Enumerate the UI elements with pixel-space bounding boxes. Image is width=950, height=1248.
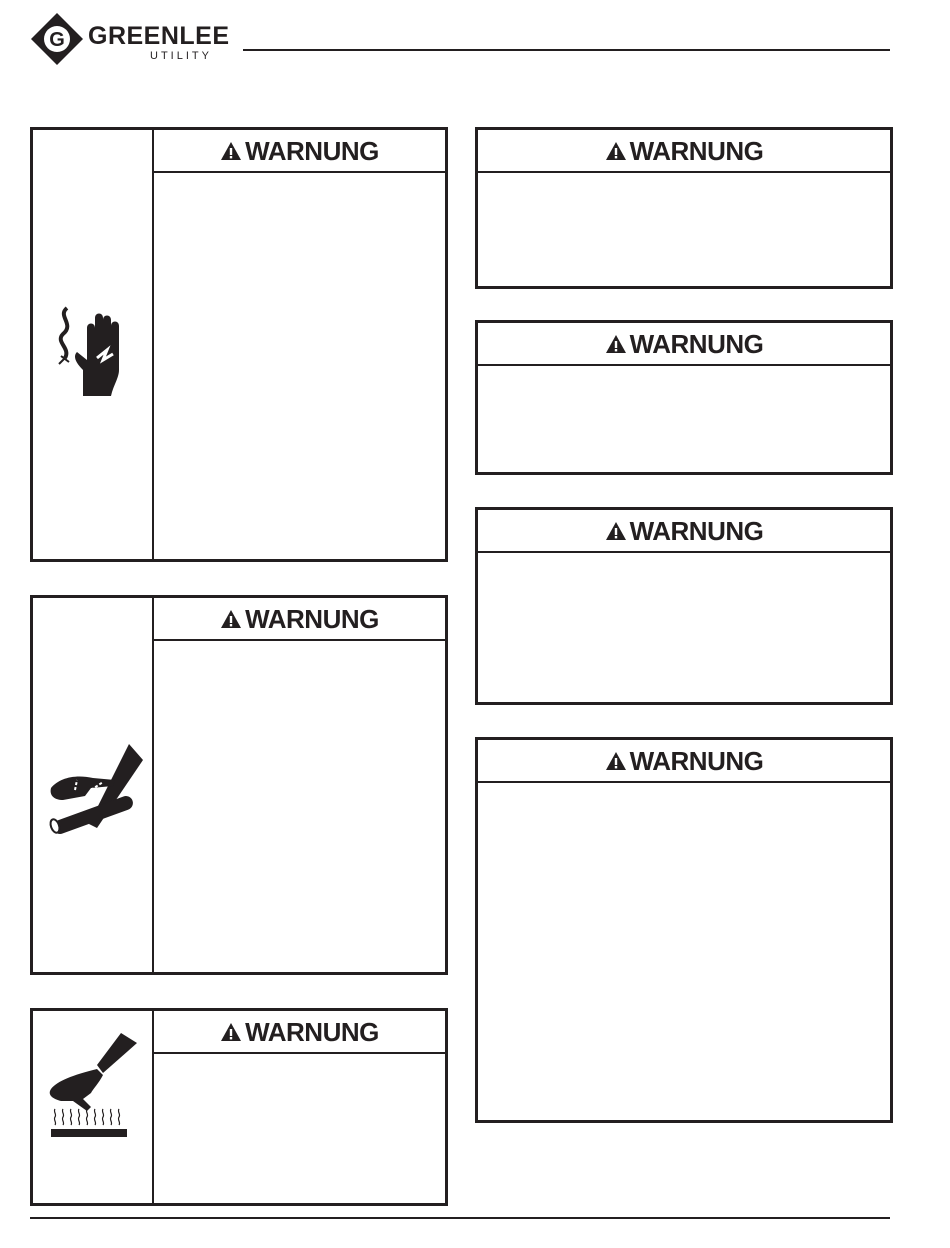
warning-label: WARNUNG xyxy=(245,603,379,634)
warning-header xyxy=(154,598,445,641)
electric-shock-hand-icon xyxy=(53,300,133,400)
header-rule xyxy=(243,49,890,51)
warning-triangle-icon xyxy=(605,751,627,771)
warning-box xyxy=(475,320,893,475)
warning-header xyxy=(478,130,890,173)
hot-surface-icon xyxy=(47,1029,137,1159)
warning-box xyxy=(475,737,893,1123)
warning-triangle-icon xyxy=(220,609,242,629)
brand-subtitle: UTILITY xyxy=(150,50,212,62)
warning-header xyxy=(478,510,890,553)
warning-triangle-icon xyxy=(605,141,627,161)
hazard-icon-column xyxy=(33,130,154,559)
warning-header xyxy=(478,323,890,366)
hazard-icon-column xyxy=(33,1011,154,1203)
brand-name: GREENLEE xyxy=(88,22,230,50)
warning-label: WARNUNG xyxy=(629,328,764,359)
warning-header xyxy=(478,740,890,783)
hazard-icon-column xyxy=(33,598,154,972)
cutting-hazard-icon xyxy=(45,738,145,838)
warning-header xyxy=(154,130,445,173)
warning-triangle-icon xyxy=(605,334,627,354)
warning-label: WARNUNG xyxy=(629,745,764,776)
warning-box-cutting xyxy=(30,595,448,975)
warning-box xyxy=(475,507,893,705)
warning-triangle-icon xyxy=(220,141,242,161)
warning-box-hot-surface xyxy=(30,1008,448,1206)
warning-label: WARNUNG xyxy=(629,515,764,546)
warning-box xyxy=(475,127,893,289)
warning-header xyxy=(154,1011,445,1054)
warning-label: WARNUNG xyxy=(245,1016,379,1047)
logo-diamond-icon xyxy=(30,12,84,66)
warning-box-electric-shock xyxy=(30,127,448,562)
footer-rule xyxy=(30,1217,890,1219)
warning-label: WARNUNG xyxy=(629,135,764,166)
warning-triangle-icon xyxy=(220,1022,242,1042)
greenlee-logo xyxy=(30,12,230,66)
svg-text:G: G xyxy=(49,29,65,51)
warning-triangle-icon xyxy=(605,521,627,541)
warning-label: WARNUNG xyxy=(245,135,379,166)
